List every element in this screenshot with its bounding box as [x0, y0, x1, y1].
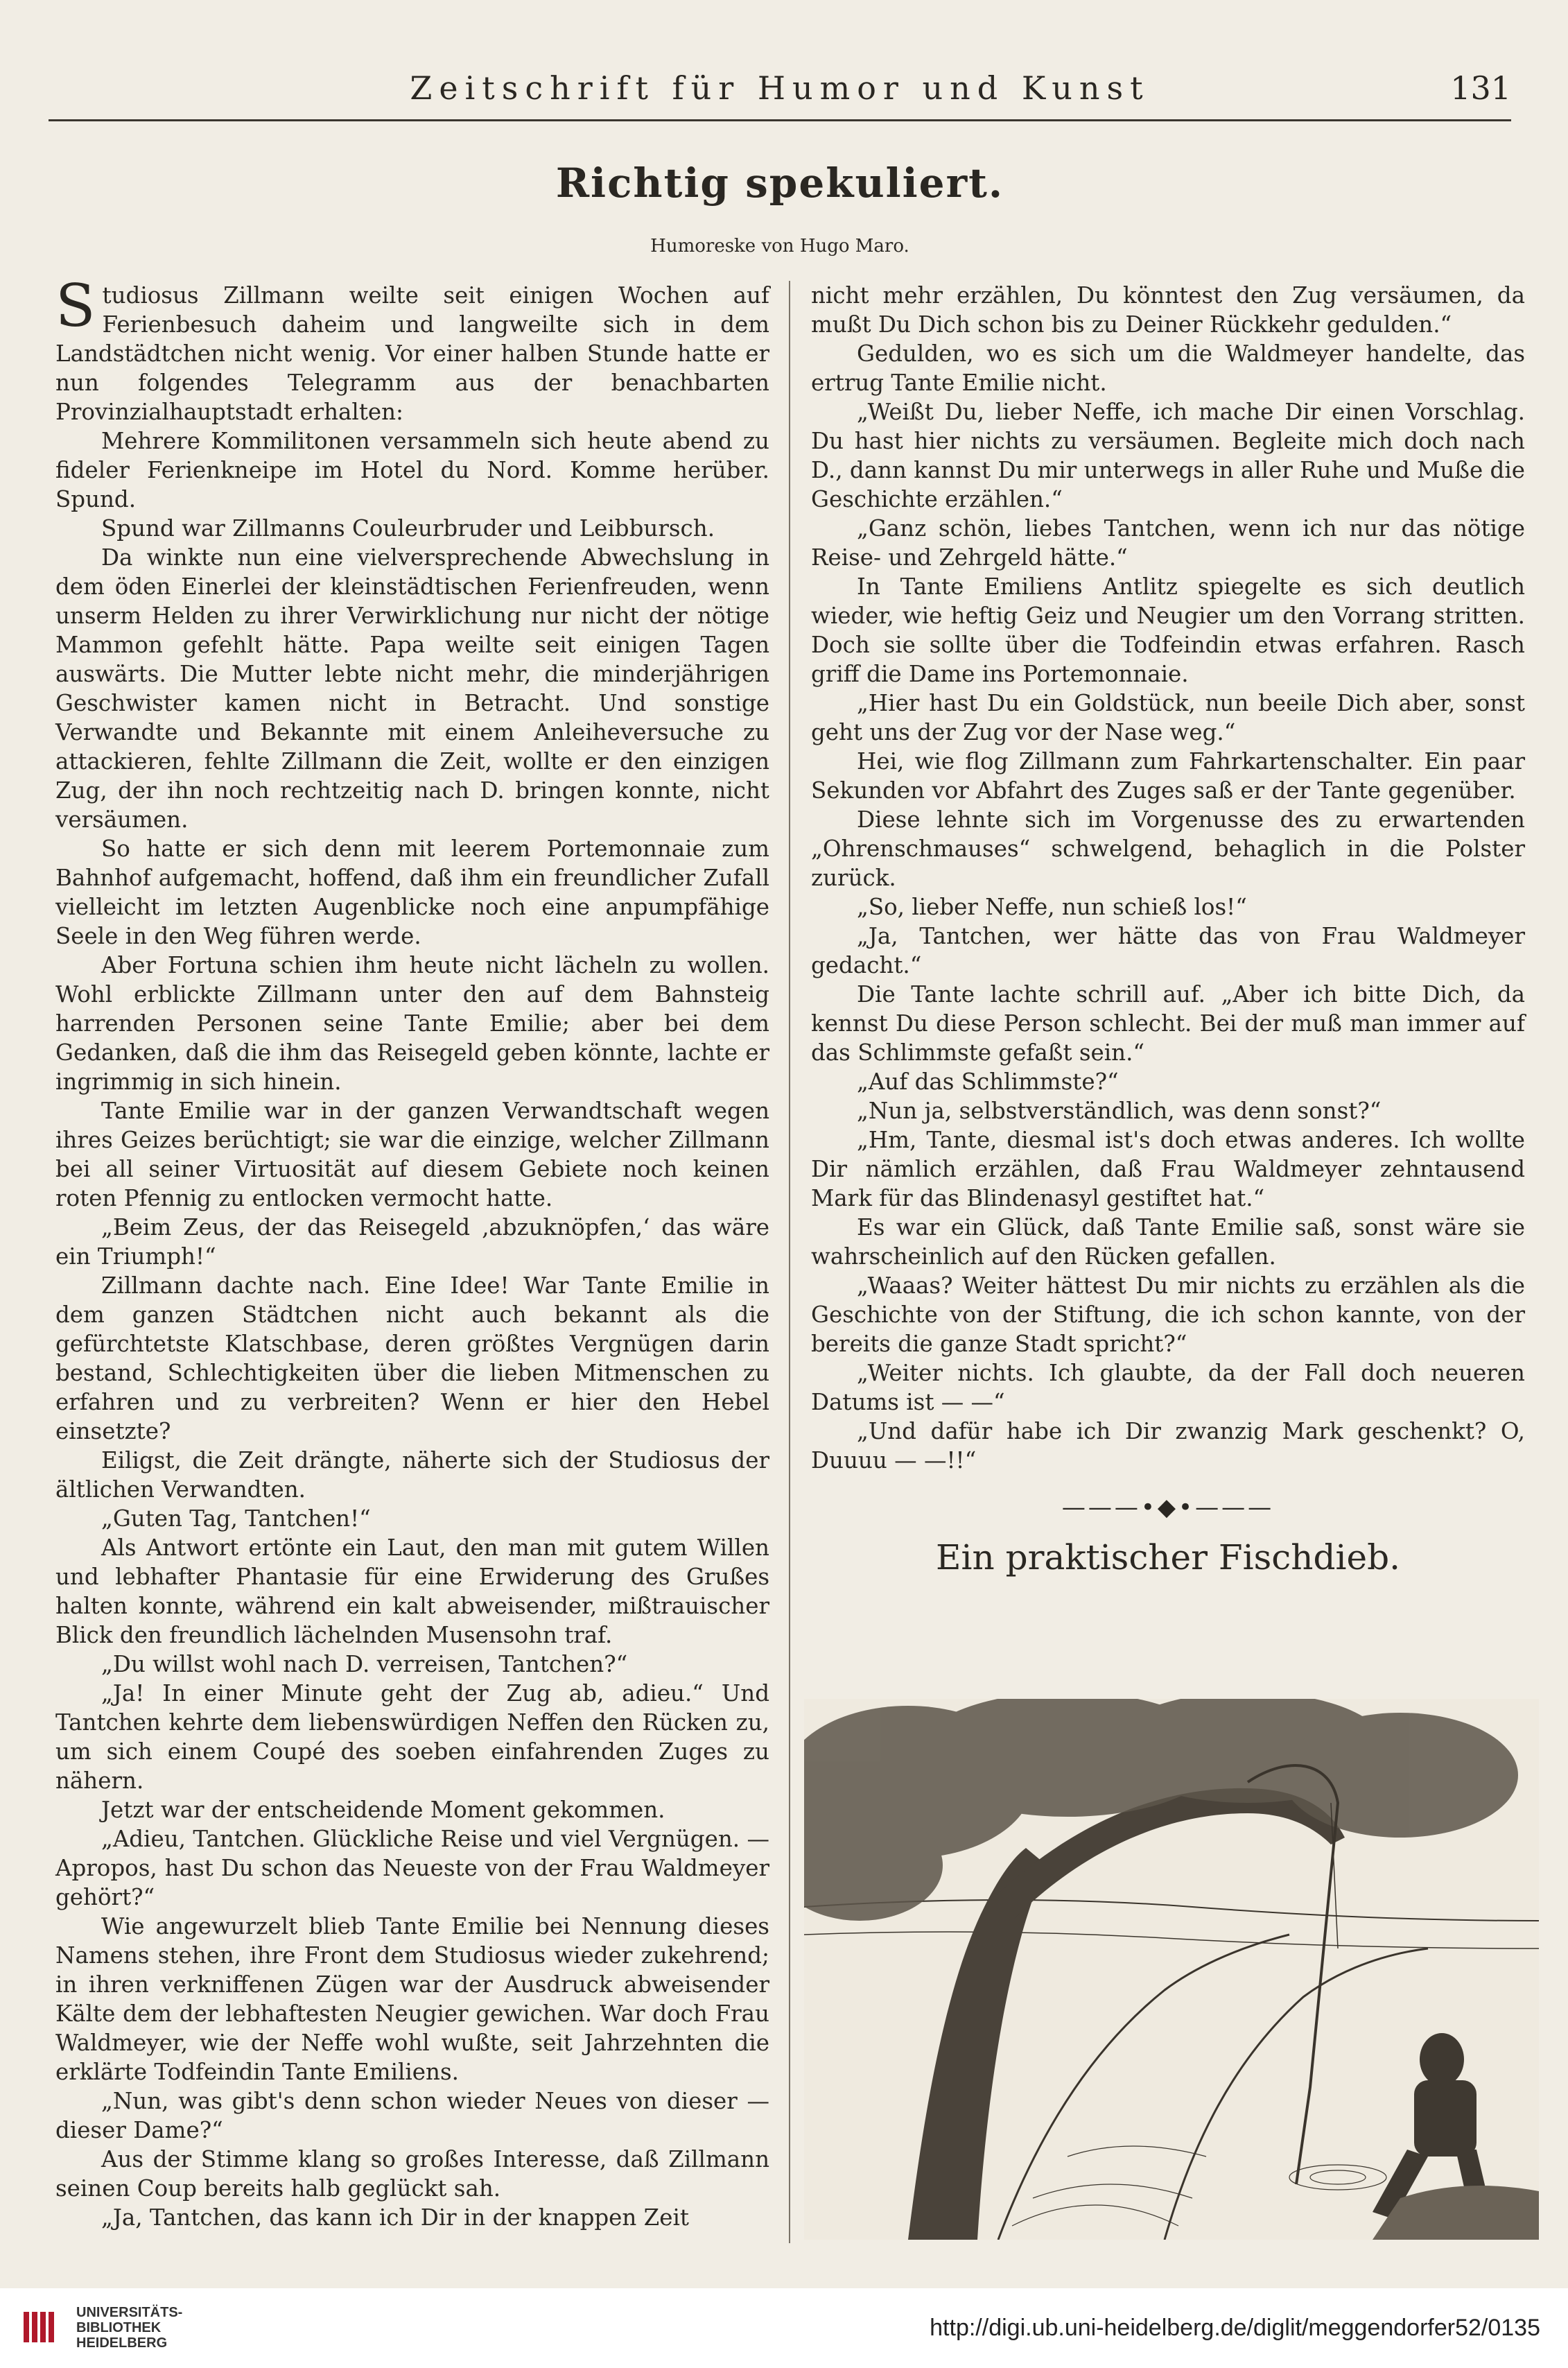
paragraph: Hei, wie flog Zillmann zum Fahrkartenschalter. Ein paar Sekunden vor Abfahrt des Zuges saß er der Tante gegenüber. [811, 748, 1525, 804]
paragraph: Jetzt war der entscheidende Moment gekommen. [101, 1797, 665, 1823]
paragraph: „Hier hast Du ein Goldstück, nun beeile Dich aber, sonst geht uns der Zug vor der Nase weg.“ [811, 690, 1525, 745]
paragraph: Diese lehnte sich im Vorgenusse des zu erwartenden „Ohrenschmauses“ schwelgend, behaglich in die Polster zurück. [811, 806, 1525, 891]
library-footer [0, 2288, 1568, 2368]
library-name-line: UNIVERSITÄTS- [76, 2305, 183, 2320]
paragraph: „Weiter nichts. Ich glaubte, da der Fall doch neueren Datums ist — —“ [811, 1360, 1525, 1415]
paragraph: „Hm, Tante, diesmal ist's doch etwas anderes. Ich wollte Dir nämlich erzählen, daß Frau Waldmeyer zehntausend Mark für das Blindenasyl gestiftet hat.“ [811, 1127, 1525, 1211]
paragraph: „Ja, Tantchen, das kann ich Dir in der knappen Zeit [101, 2204, 689, 2231]
paragraph: Da winkte nun eine vielversprechende Abwechslung in dem öden Einerlei der kleinstädtischen Ferienfreuden, wenn unserm Helden zu ihrer Verwirklichung nur nicht der nötige Mammon gefehlt hätte. Papa weilte seit einigen Tagen auswärts. Die Mutter lebte nicht mehr, die minderjährigen Geschwister kamen nicht in Betracht. Und sonstige Verwandte und Bekannte mit einem Anleiheversuche zu attackieren, fehlte Zillmann die Zeit, wollte er den einzigen Zug, der ihn noch rechtzeitig nach D. bringen konnte, nicht versäumen. [55, 544, 769, 833]
paragraph: „Beim Zeus, der das Reisegeld ‚abzuknöpfen,‘ das wäre ein Triumph!“ [55, 1214, 769, 1270]
left-column [55, 272, 769, 2232]
paragraph: Studiosus Zillmann weilte seit einigen Wochen auf Ferienbesuch daheim und langweilte sich in dem Landstädtchen nicht wenig. Vor einer halben Stunde hatte er nun folgendes Telegramm aus der benachbarten Provinzialhauptstadt erhalten: [55, 272, 769, 425]
source-url-link[interactable]: http://digi.ub.uni-heidelberg.de/diglit/meggendorfer52/0135 [930, 2315, 1540, 2341]
section-ornament: ———•◆•——— [1061, 1494, 1275, 1521]
paragraph: Aus der Stimme klang so großes Interesse, daß Zillmann seinen Coup bereits halb geglückt sah. [55, 2146, 769, 2202]
paragraph: „Ja, Tantchen, wer hätte das von Frau Waldmeyer gedacht.“ [811, 923, 1525, 978]
paragraph: „Adieu, Tantchen. Glückliche Reise und viel Vergnügen. — Apropos, hast Du schon das Neueste von der Frau Waldmeyer gehört?“ [55, 1826, 769, 1910]
paragraph: „Nun, was gibt's denn schon wieder Neues von dieser — dieser Dame?“ [55, 2088, 769, 2143]
running-head [49, 62, 1511, 111]
right-column [811, 281, 1525, 1614]
column-divider [789, 281, 790, 2243]
library-name-line: BIBLIOTHEK [76, 2320, 162, 2335]
university-library-logo-icon [21, 2306, 62, 2348]
paragraph: „Auf das Schlimmste?“ [857, 1069, 1119, 1095]
paragraph: Die Tante lachte schrill auf. „Aber ich bitte Dich, da kennst Du diese Person schlecht. Bei der muß man immer auf das Schlimmste gefaßt sein.“ [811, 981, 1525, 1066]
paragraph: Mehrere Kommilitonen versammeln sich heute abend zu fideler Ferienkneipe im Hotel du Nord. Komme herüber. Spund. [55, 428, 769, 512]
paragraph: Zillmann dachte nach. Eine Idee! War Tante Emilie in dem ganzen Städtchen nicht auch bekannt als die gefürchtetste Klatschbase, deren größtes Vergnügen darin bestand, Schlechtigkeiten über die lieben Mitmenschen zu erfahren und zu verbreiten? Wenn er hier den Hebel einsetzte? [55, 1272, 769, 1444]
paragraph: nicht mehr erzählen, Du könntest den Zug versäumen, da mußt Du Dich schon bis zu Deiner Rückkehr gedulden.“ [811, 282, 1525, 338]
paragraph: In Tante Emiliens Antlitz spiegelte es sich deutlich wieder, wie heftig Geiz und Neugier um den Vorrang stritten. Doch sie sollte über die Todfeindin etwas erfahren. Rasch griff die Dame ins Portemonnaie. [811, 573, 1525, 687]
paragraph: „Und dafür habe ich Dir zwanzig Mark geschenkt? O, Duuuu — —!!“ [811, 1418, 1525, 1473]
paragraph: „Waaas? Weiter hättest Du mir nichts zu erzählen als die Geschichte von der Stiftung, die ich schon kannte, von der bereits die ganze Stadt spricht?“ [811, 1272, 1525, 1357]
engraving-fisherman-icon [804, 1699, 1539, 2240]
library-name-line: HEIDELBERG [76, 2335, 168, 2351]
journal-page [49, 42, 1525, 2309]
journal-title: Zeitschrift für Humor und Kunst [410, 69, 1150, 107]
paragraph: Gedulden, wo es sich um die Waldmeyer handelte, das ertrug Tante Emilie nicht. [811, 340, 1525, 396]
paragraph: „Nun ja, selbstverständlich, was denn sonst?“ [857, 1098, 1382, 1124]
paragraph: Tante Emilie war in der ganzen Verwandtschaft wegen ihres Geizes berüchtigt; sie war die einzige, welcher Zillmann bei all seiner Virtuosität auf diesem Gebiete noch keinen roten Pfennig zu entlocken vermocht hatte. [55, 1098, 769, 1211]
paragraph: Eiligst, die Zeit drängte, näherte sich der Studiosus der ältlichen Verwandten. [55, 1447, 769, 1503]
paragraph: „Guten Tag, Tantchen!“ [101, 1505, 371, 1532]
paragraph: Es war ein Glück, daß Tante Emilie saß, sonst wäre sie wahrscheinlich auf den Rücken gefallen. [811, 1214, 1525, 1270]
illustration-title: Ein praktischer Fischdieb. [936, 1537, 1400, 1578]
paragraph: Wie angewurzelt blieb Tante Emilie bei Nennung dieses Namens stehen, ihre Front dem Studiosus wieder zukehrend; in ihren verkniffenen Zügen war der Ausdruck abweisender Kälte dem der lebhaftesten Neugier gewichen. War doch Frau Waldmeyer, wie der Neffe wohl wußte, seit Jahrzehnten die erklärte Todfeindin Tante Emiliens. [55, 1913, 769, 2085]
paragraph: „Ganz schön, liebes Tantchen, wenn ich nur das nötige Reise- und Zehrgeld hätte.“ [811, 515, 1525, 571]
paragraph: „Ja! In einer Minute geht der Zug ab, adieu.“ Und Tantchen kehrte dem liebenswürdigen Neffen den Rücken zu, um sich einem Coupé des soeben einfahrenden Zuges zu nähern. [55, 1680, 769, 1794]
paragraph: Aber Fortuna schien ihm heute nicht lächeln zu wollen. Wohl erblickte Zillmann unter den auf dem Bahnsteig harrenden Personen seine Tante Emilie; aber bei dem Gedanken, daß die ihm das Reisegeld geben könnte, lachte er ingrimmig in sich hinein. [55, 952, 769, 1095]
paragraph: So hatte er sich denn mit leerem Portemonnaie zum Bahnhof aufgemacht, hoffend, daß ihm ein freundlicher Zufall vielleicht im letzten Augenblicke noch eine anpumpfähige Seele in den Weg führen werde. [55, 836, 769, 949]
header-rule [49, 119, 1511, 121]
paragraph: „So, lieber Neffe, nun schieß los!“ [857, 894, 1247, 920]
paragraph: „Du willst wohl nach D. verreisen, Tantchen?“ [101, 1651, 628, 1677]
story-byline: Humoreske von Hugo Maro. [650, 236, 909, 257]
paragraph: „Weißt Du, lieber Neffe, ich mache Dir einen Vorschlag. Du hast hier nichts zu versäumen. Begleite mich doch nach D., dann kannst Du mir unterwegs in aller Ruhe und Muße die Geschichte erzählen.“ [811, 399, 1525, 512]
story-title: Richtig spekuliert. [555, 159, 1004, 207]
paragraph: Als Antwort ertönte ein Laut, den man mit gutem Willen und lebhafter Phantasie für eine Erwiderung des Grußes halten konnte, während ein kalt abweisender, mißtrauischer Blick den freundlich lächelnden Musensohn traf. [55, 1535, 769, 1648]
library-name [76, 2305, 182, 2351]
page-number: 131 [1450, 69, 1511, 107]
paragraph: Spund war Zillmanns Couleurbruder und Leibbursch. [101, 515, 715, 542]
